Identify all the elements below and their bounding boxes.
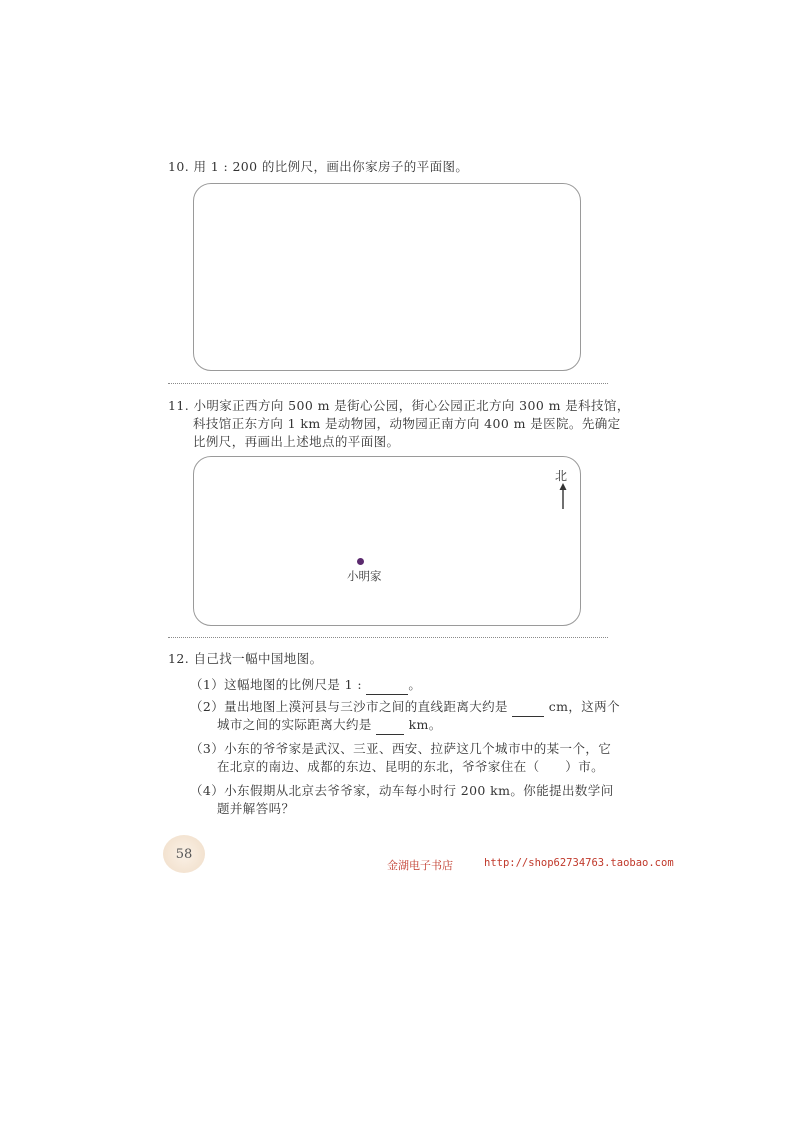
separator-1	[168, 383, 608, 384]
separator-2	[168, 637, 608, 638]
q11-text-line-1: 小明家正西方向 500 m 是街心公园，街心公园正北方向 300 m 是科技馆，	[193, 398, 630, 413]
q12-sub2-text-1-end: cm，这两个	[548, 699, 620, 714]
q11-line-1	[168, 397, 630, 415]
q12-sub3-line-2: 在北京的南边、成都的东边、昆明的东北，爷爷家住在（ ）市。	[217, 759, 605, 774]
q12-sub2-text-2: 城市之间的实际距离大约是	[217, 717, 372, 732]
q12-sub3-num: （3）	[190, 741, 225, 756]
q12-sub1-text: 这幅地图的比例尺是 1 :	[224, 677, 362, 692]
q10-text: 用 1 : 200 的比例尺，画出你家房子的平面图。	[193, 159, 469, 174]
q12-sub2-num: （2）	[190, 699, 225, 714]
q12-sub1-num: （1）	[190, 677, 225, 692]
q12-sub2-text-2-end: km。	[408, 717, 442, 732]
shop-name: 金湖电子书店	[387, 859, 453, 872]
q12-sub1	[190, 676, 421, 695]
page-number-badge	[163, 835, 205, 873]
real-distance-blank[interactable]	[376, 716, 404, 735]
q12-text: 自己找一幅中国地图。	[193, 651, 323, 666]
q12-title	[168, 650, 322, 668]
q12-sub4-line-1	[190, 782, 614, 800]
q12-sub1-end: 。	[408, 677, 422, 692]
q10-drawing-area[interactable]	[193, 183, 581, 371]
q12-sub3-line-1	[190, 740, 611, 758]
q12-sub4-text-1: 小东假期从北京去爷爷家，动车每小时行 200 km。你能提出数学问	[224, 783, 614, 798]
home-dot	[357, 558, 364, 565]
q12-sub2-text-1: 量出地图上漠河县与三沙市之间的直线距离大约是	[224, 699, 508, 714]
q12-sub4-num: （4）	[190, 783, 225, 798]
north-label: 北	[555, 469, 568, 483]
q12-sub2-line-1	[190, 698, 620, 717]
q11-drawing-area[interactable]	[193, 456, 581, 626]
north-arrow-icon	[558, 483, 568, 509]
page-number: 58	[175, 846, 193, 862]
shop-url-link[interactable]: http://shop62734763.taobao.com	[484, 857, 674, 869]
q11-text-line-2: 科技馆正东方向 1 km 是动物园，动物园正南方向 400 m 是医院。先确定	[193, 416, 621, 431]
q11-number: 11.	[168, 398, 190, 413]
q12-sub2-line-2	[217, 716, 442, 735]
map-distance-blank[interactable]	[512, 698, 544, 717]
q12-sub3-text-1: 小东的爷爷家是武汉、三亚、西安、拉萨这几个城市中的某一个，它	[224, 741, 612, 756]
q12-sub4-line-2: 题并解答吗？	[217, 801, 295, 816]
scale-answer-blank[interactable]	[366, 676, 408, 695]
q12-number: 12.	[168, 651, 190, 666]
q10-number: 10.	[168, 159, 190, 174]
q11-text-line-3: 比例尺，再画出上述地点的平面图。	[193, 434, 400, 449]
q10-title	[168, 158, 468, 176]
home-label: 小明家	[347, 569, 382, 583]
